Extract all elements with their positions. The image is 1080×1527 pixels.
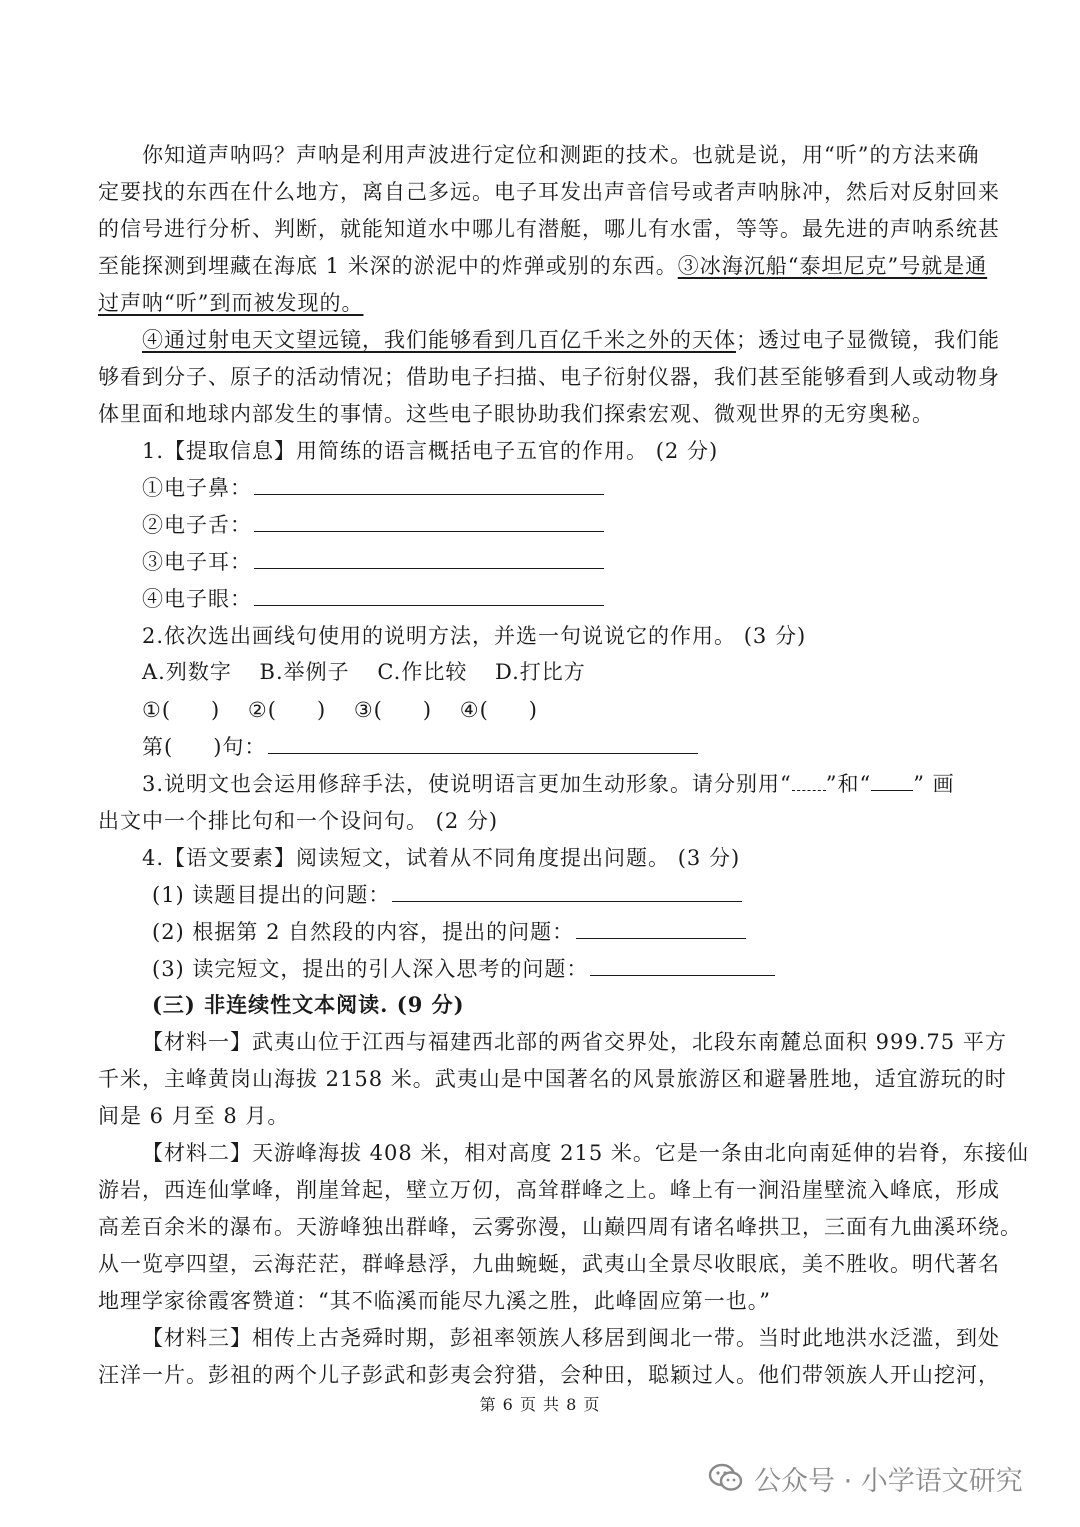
question-2-sentence bbox=[142, 735, 698, 759]
answer-blank[interactable] bbox=[590, 961, 775, 976]
question-4-stem: 4.【语文要素】阅读短文，试着从不同角度提出问题。 (3 分) bbox=[142, 846, 741, 870]
answer-label: ②电子舌： bbox=[142, 513, 252, 537]
question-2-options bbox=[142, 660, 586, 684]
answer-line bbox=[152, 957, 775, 981]
answer-line bbox=[142, 550, 604, 574]
answer-line bbox=[142, 587, 604, 611]
question-3-line bbox=[142, 772, 955, 796]
text-plain: ；透过电子显微镜，我们能 bbox=[736, 328, 1000, 352]
option-a: A.列数字 bbox=[142, 660, 232, 684]
answer-line bbox=[142, 476, 604, 500]
label: )句： bbox=[213, 735, 267, 759]
text-line: 【材料二】天游峰海拔 408 米，相对高度 215 米。它是一条由北向南延伸的岩脊，东接仙 bbox=[142, 1141, 1029, 1165]
answer-label: ④电子眼： bbox=[142, 587, 252, 611]
text-line: 的信号进行分析、判断，就能知道水中哪儿有潜艇，哪儿有水雷，等等。最先进的声呐系统甚 bbox=[98, 217, 1000, 241]
text-plain: 至能探测到埋藏在海底 1 米深的淤泥中的炸弹或别的东西。 bbox=[98, 254, 678, 278]
slot-open: ①( bbox=[142, 698, 172, 722]
slot-close: ) bbox=[316, 698, 327, 722]
text-plain: ”和“ bbox=[825, 772, 872, 796]
text-plain: 3.说明文也会运用修辞手法，使说明语言更加生动形象。请分别用“ bbox=[142, 772, 792, 796]
answer-line bbox=[142, 513, 604, 537]
text-line: 游岩，西连仙掌峰，削崖耸起，壁立万仞，高耸群峰之上。峰上有一涧沿崖壁流入峰底，形成 bbox=[98, 1178, 1000, 1202]
option-c: C.作比较 bbox=[377, 660, 468, 684]
answer-blank[interactable] bbox=[254, 591, 604, 606]
section-title: (三) 非连续性文本阅读. (9 分) bbox=[152, 992, 465, 1017]
answer-line bbox=[152, 883, 742, 907]
answer-label: ③电子耳： bbox=[142, 550, 252, 574]
answer-label: ①电子鼻： bbox=[142, 476, 252, 500]
text-line: 间是 6 月至 8 月。 bbox=[98, 1104, 290, 1128]
text-line: 从一览亭四望，云海茫茫，群峰悬浮，九曲蜿蜒，武夷山全景尽收眼底，美不胜收。明代著名 bbox=[98, 1252, 1000, 1276]
option-d: D.打比方 bbox=[495, 660, 586, 684]
slot-close: ) bbox=[422, 698, 433, 722]
text-line: 定要找的东西在什么地方，离自己多远。电子耳发出声音信号或者声呐脉冲，然后对反射回来 bbox=[98, 180, 1000, 204]
slot-open: ②( bbox=[247, 698, 277, 722]
page-footer: 第 6 页 共 8 页 bbox=[479, 1395, 601, 1414]
text-line bbox=[98, 291, 363, 315]
underlined-sentence-4: ④通过射电天文望远镜，我们能够看到几百亿千米之外的天体 bbox=[142, 328, 736, 352]
straight-line-mark bbox=[871, 776, 913, 791]
text-line bbox=[142, 328, 1000, 352]
question-2-slots bbox=[142, 698, 538, 722]
wechat-icon bbox=[708, 1462, 744, 1494]
text-line: 够看到分子、原子的活动情况；借助电子扫描、电子衍射仪器，我们甚至能够看到人或动物身 bbox=[98, 365, 1000, 389]
text-line: 你知道声呐吗？声呐是利用声波进行定位和测距的技术。也就是说，用“听”的方法来确 bbox=[142, 143, 980, 167]
text-line: 【材料三】相传上古尧舜时期，彭祖率领族人移居到闽北一带。当时此地洪水泛滥，到处 bbox=[142, 1326, 1000, 1350]
text-line: 千米，主峰黄岗山海拔 2158 米。武夷山是中国著名的风景旅游区和避暑胜地，适宜游玩的时 bbox=[98, 1067, 1007, 1091]
slot-open: ③( bbox=[353, 698, 383, 722]
answer-label: (3) 读完短文，提出的引人深入思考的问题： bbox=[152, 957, 589, 981]
answer-blank[interactable] bbox=[254, 554, 604, 569]
slot-close: ) bbox=[528, 698, 538, 722]
text-line: 高差百余米的瀑布。天游峰独出群峰，云雾弥漫，山巅四周有诸名峰拱卫，三面有九曲溪环绕。 bbox=[98, 1215, 1022, 1239]
label: 第( bbox=[142, 735, 174, 759]
text-line: 体里面和地球内部发生的事情。这些电子眼协助我们探索宏观、微观世界的无穷奥秘。 bbox=[98, 402, 934, 426]
watermark bbox=[708, 1458, 1023, 1498]
answer-blank[interactable] bbox=[576, 924, 746, 939]
underlined-sentence-3-end: 过声呐“听”到而被发现的。 bbox=[98, 291, 364, 315]
answer-label: (1) 读题目提出的问题： bbox=[152, 883, 391, 907]
slot-open: ④( bbox=[459, 698, 489, 722]
text-line bbox=[98, 254, 987, 278]
watermark-text: 公众号 · 小学语文研究 bbox=[754, 1465, 1023, 1497]
option-b: B.举例子 bbox=[259, 660, 350, 684]
answer-label: (2) 根据第 2 自然段的内容，提出的问题： bbox=[152, 920, 575, 944]
text-line: 汪洋一片。彭祖的两个儿子彭武和彭夷会狩猎，会种田，聪颖过人。他们带领族人开山挖河， bbox=[98, 1363, 1000, 1387]
wavy-line-mark bbox=[792, 776, 826, 791]
underlined-sentence-3: ③冰海沉船“泰坦尼克”号就是通 bbox=[677, 254, 988, 278]
answer-blank[interactable] bbox=[254, 517, 604, 532]
text-line: 地理学家徐霞客赞道：“其不临溪而能尽九溪之胜，此峰固应第一也。” bbox=[98, 1289, 771, 1313]
text-line: 【材料一】武夷山位于江西与福建西北部的两省交界处，北段东南麓总面积 999.75 平方 bbox=[142, 1030, 1007, 1054]
text-plain: ” 画 bbox=[913, 772, 955, 796]
question-1-stem: 1.【提取信息】用简练的语言概括电子五官的作用。 (2 分) bbox=[142, 439, 719, 463]
answer-blank[interactable] bbox=[392, 887, 742, 902]
slot-close: ) bbox=[211, 698, 221, 722]
answer-blank[interactable] bbox=[268, 739, 698, 754]
question-2-stem: 2.依次选出画线句使用的说明方法，并选一句说说它的作用。 (3 分) bbox=[142, 624, 807, 648]
question-3-line: 出文中一个排比句和一个设问句。 (2 分) bbox=[98, 809, 499, 833]
answer-line bbox=[152, 920, 746, 944]
answer-blank[interactable] bbox=[254, 480, 604, 495]
